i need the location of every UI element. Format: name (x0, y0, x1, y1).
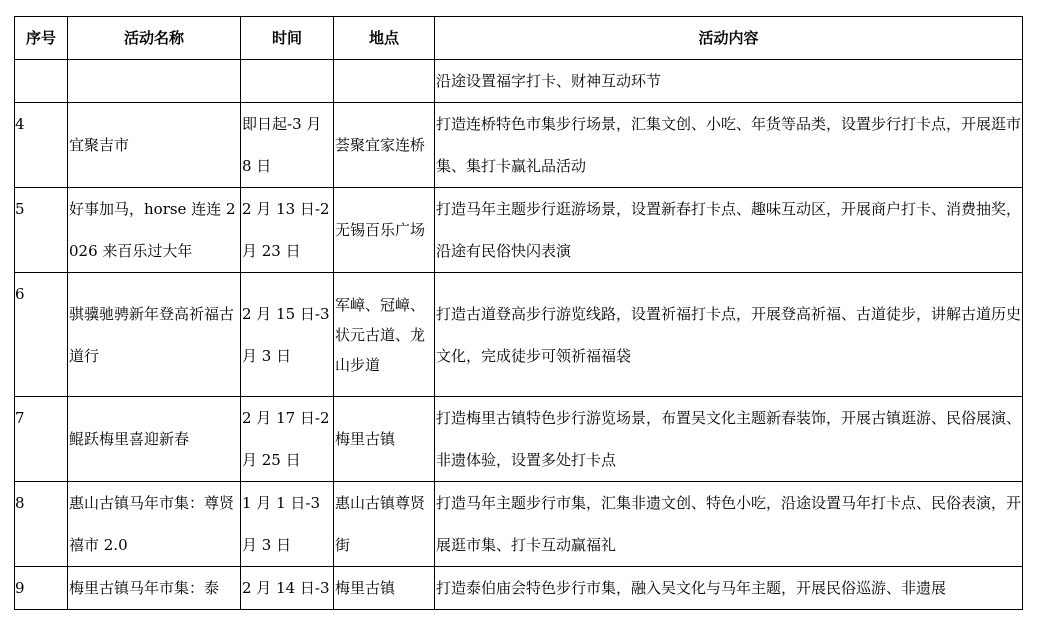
cell-place (334, 60, 435, 103)
cell-place: 军嶂、冠嶂、状元古道、龙山步道 (334, 273, 435, 397)
cell-place: 梅里古镇 (334, 567, 435, 610)
cell-name: 梅里古镇马年市集：泰 (68, 567, 241, 610)
cell-time: 即日起-3 月 8 日 (241, 103, 334, 188)
cell-name: 鲲跃梅里喜迎新春 (68, 397, 241, 482)
cell-time (241, 60, 334, 103)
cell-place: 梅里古镇 (334, 397, 435, 482)
cell-content: 打造连桥特色市集步行场景，汇集文创、小吃、年货等品类，设置步行打卡点，开展逛市集、集打卡赢礼品活动 (435, 103, 1023, 188)
cell-no: 7 (15, 397, 68, 482)
table-row (15, 273, 1023, 397)
cell-time: 2 月 17 日-2 月 25 日 (241, 397, 334, 482)
cell-no: 6 (15, 273, 68, 397)
cell-time: 2 月 14 日-3 (241, 567, 334, 610)
cell-no (15, 60, 68, 103)
cell-place: 无锡百乐广场 (334, 188, 435, 273)
cell-no: 8 (15, 482, 68, 567)
header-content: 活动内容 (435, 17, 1023, 60)
cell-content: 打造梅里古镇特色步行游览场景，布置吴文化主题新春装饰，开展古镇逛游、民俗展演、非遗体验，设置多处打卡点 (435, 397, 1023, 482)
header-place: 地点 (334, 17, 435, 60)
cell-name: 好事加马，horse 连连 2026 来百乐过大年 (68, 188, 241, 273)
table-row (15, 482, 1023, 567)
cell-content: 打造泰伯庙会特色步行市集，融入吴文化与马年主题，开展民俗巡游、非遗展 (435, 567, 1023, 610)
table-row (15, 567, 1023, 610)
cell-content: 沿途设置福字打卡、财神互动环节 (435, 60, 1023, 103)
cell-no: 9 (15, 567, 68, 610)
table-row (15, 188, 1023, 273)
cell-content: 打造马年主题步行逛游场景，设置新春打卡点、趣味互动区，开展商户打卡、消费抽奖，沿途有民俗快闪表演 (435, 188, 1023, 273)
cell-content: 打造马年主题步行市集，汇集非遗文创、特色小吃，沿途设置马年打卡点、民俗表演，开展逛市集、打卡互动赢福礼 (435, 482, 1023, 567)
table-row (15, 103, 1023, 188)
cell-name: 惠山古镇马年市集：尊贤禧市 2.0 (68, 482, 241, 567)
cell-no: 4 (15, 103, 68, 188)
cell-time: 2 月 15 日-3 月 3 日 (241, 273, 334, 397)
table-row (15, 60, 1023, 103)
table-row (15, 397, 1023, 482)
cell-place: 荟聚宜家连桥 (334, 103, 435, 188)
header-time: 时间 (241, 17, 334, 60)
cell-content: 打造古道登高步行游览线路，设置祈福打卡点，开展登高祈福、古道徒步，讲解古道历史文化，完成徒步可领祈福福袋 (435, 273, 1023, 397)
activity-table (14, 16, 1023, 610)
cell-time: 1 月 1 日-3 月 3 日 (241, 482, 334, 567)
cell-name: 宜聚吉市 (68, 103, 241, 188)
header-name: 活动名称 (68, 17, 241, 60)
cell-no: 5 (15, 188, 68, 273)
cell-place: 惠山古镇尊贤街 (334, 482, 435, 567)
cell-name: 骐骥驰骋新年登高祈福古道行 (68, 273, 241, 397)
header-no: 序号 (15, 17, 68, 60)
cell-time: 2 月 13 日-2 月 23 日 (241, 188, 334, 273)
table-header-row (15, 17, 1023, 60)
cell-name (68, 60, 241, 103)
